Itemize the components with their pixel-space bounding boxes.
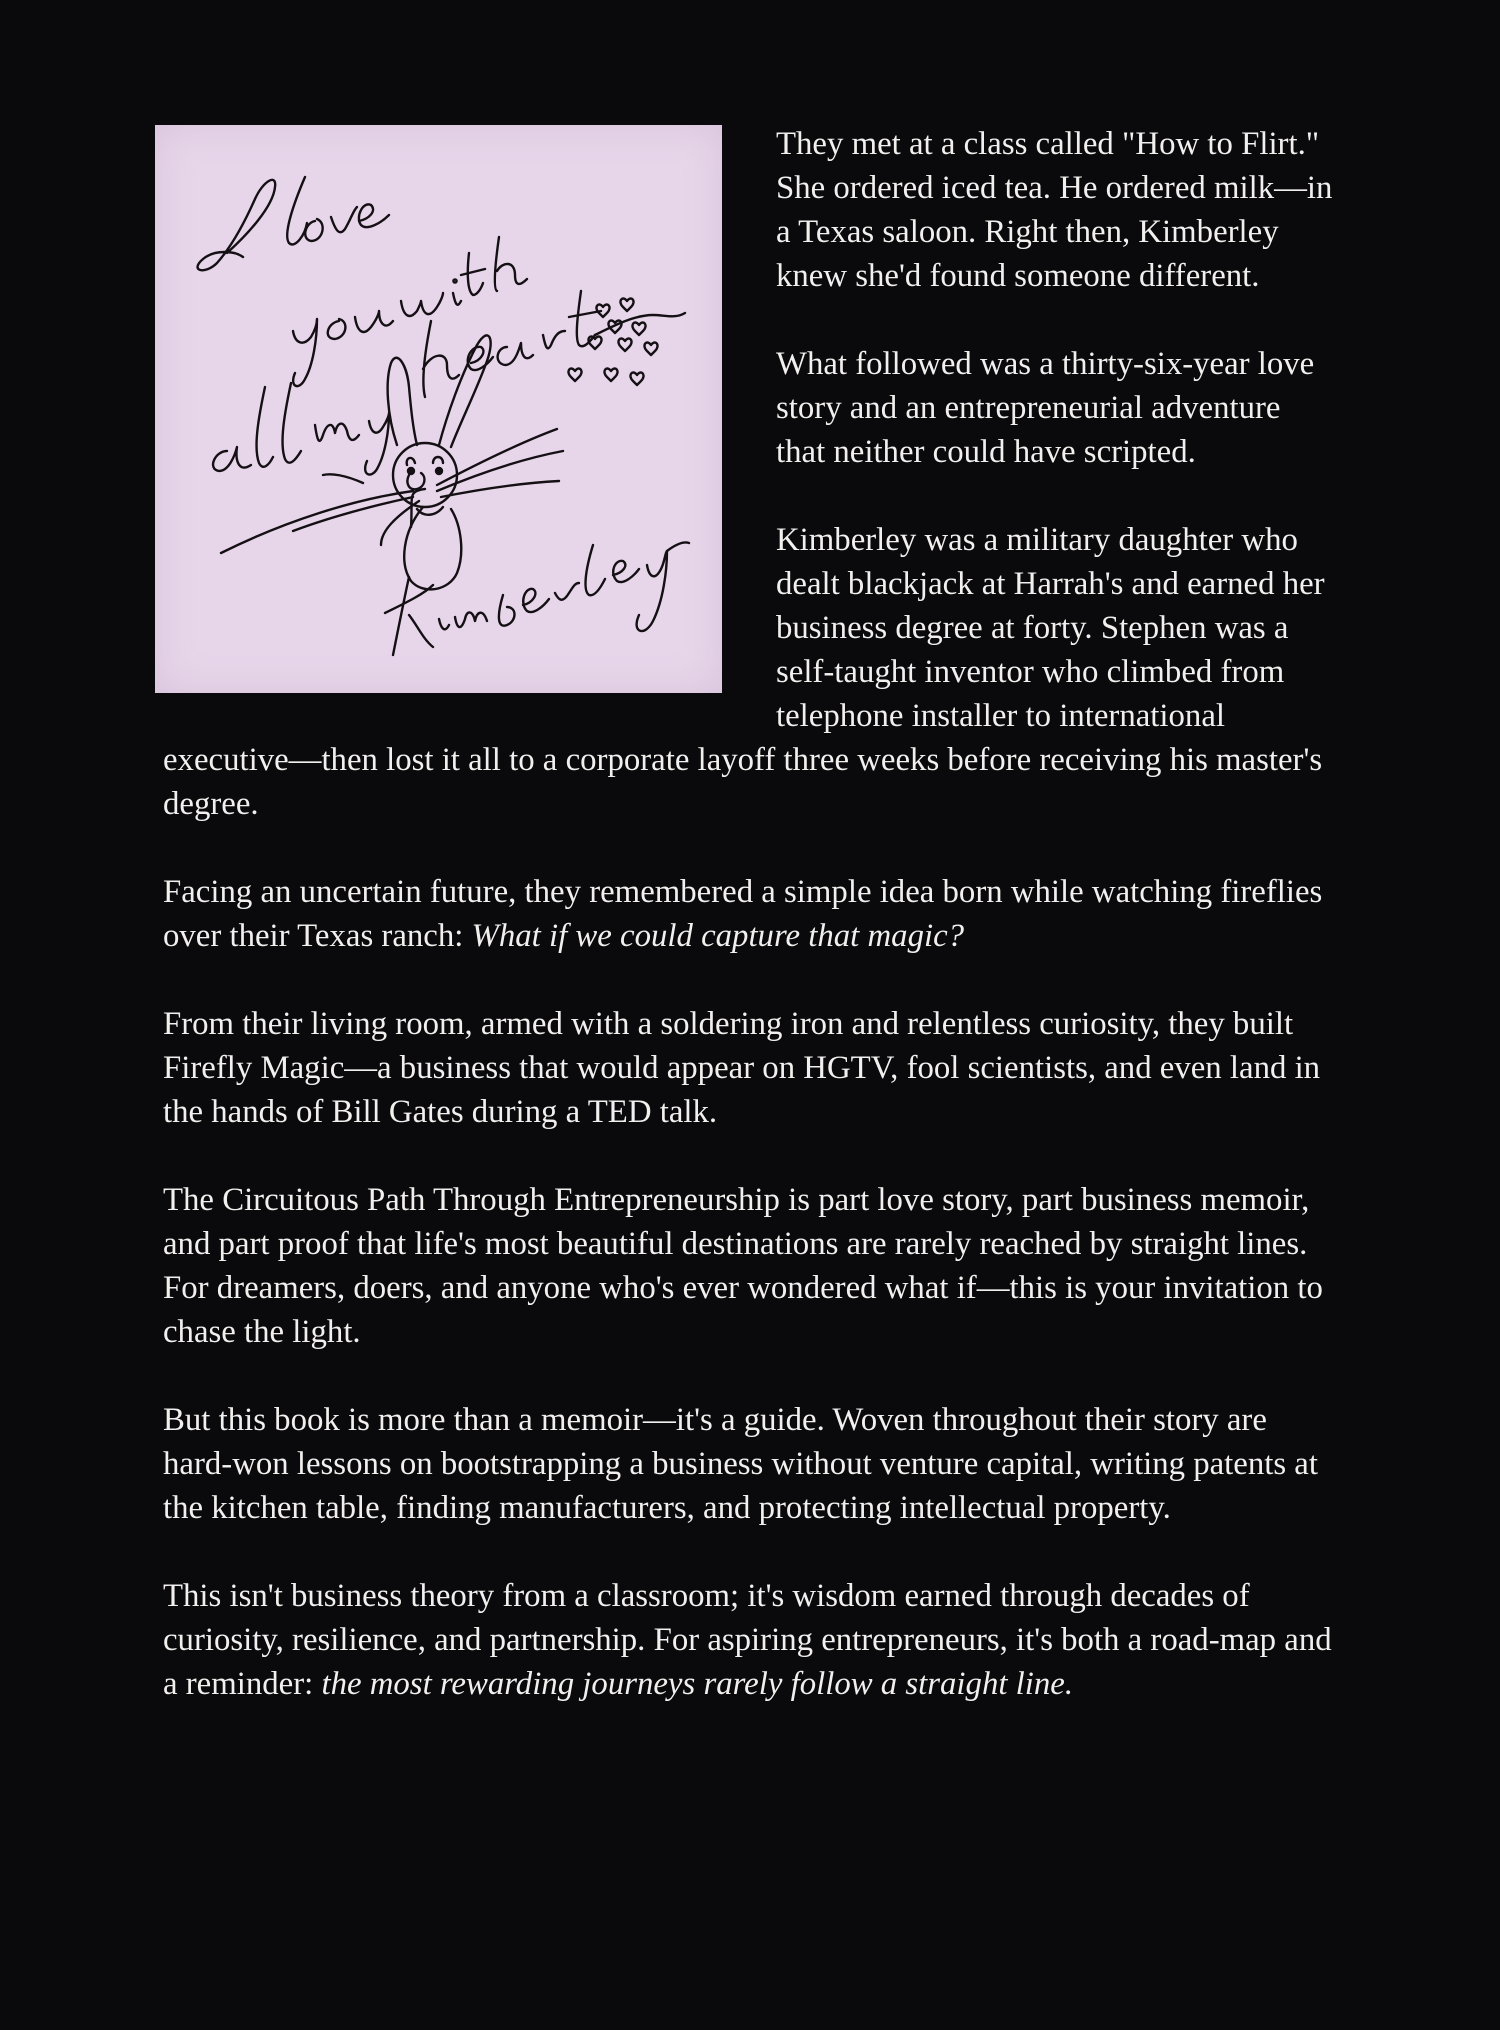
paragraph-backgrounds: Kimberley was a military daughter who dealt blackjack at Harrah's and earned her business degree at forty. Stephen was a self-taught inventor who climbed from telephone installer to international executive—then lost it all to a corporate layoff three weeks before receiving his master's degree. (163, 522, 1325, 822)
paragraph-book-description: The Circuitous Path Through Entrepreneurship is part love story, part business memoir, and part proof that life's most beautiful destinations are rarely reached by straight lines. For dreamers, doers, and anyone who's ever wondered what if—this is your invitation to chase the light. (163, 1182, 1323, 1350)
paragraph-guide: But this book is more than a memoir—it's a guide. Woven throughout their story are hard-won lessons on bootstrapping a business without venture capital, writing patents at the kitchen table, finding manufacturers, and protecting intellectual property. (163, 1402, 1318, 1526)
handwritten-note-image (155, 125, 722, 693)
italic-question: What if we could capture that magic? (471, 918, 965, 954)
paragraph-idea: Facing an uncertain future, they remembered a simple idea born while watching fireflies over their Texas ranch: What if we could capture that magic? (163, 874, 1323, 954)
handwritten-note-drawing (155, 125, 722, 693)
paragraph-wisdom: This isn't business theory from a classroom; it's wisdom earned through decades of curiosity, resilience, and partnership. For aspiring entrepreneurs, it's both a road-map and a reminder: the most rewarding journeys rarely follow a straight line. (163, 1578, 1332, 1702)
paragraph-love-story: What followed was a thirty-six-year love story and an entrepreneurial adventure that neither could have scripted. (776, 346, 1315, 470)
italic-closing: the most rewarding journeys rarely follow a straight line. (321, 1666, 1074, 1702)
paragraph-firefly-magic: From their living room, armed with a soldering iron and relentless curiosity, they built Firefly Magic—a business that would appear on HGTV, fool scientists, and even land in the hands of Bill Gates during a TED talk. (163, 1006, 1321, 1130)
back-cover-copy (163, 122, 1333, 1750)
paragraph-intro: They met at a class called "How to Flirt." She ordered iced tea. He ordered milk—in a Texas saloon. Right then, Kimberley knew she'd found someone different. (776, 126, 1333, 294)
